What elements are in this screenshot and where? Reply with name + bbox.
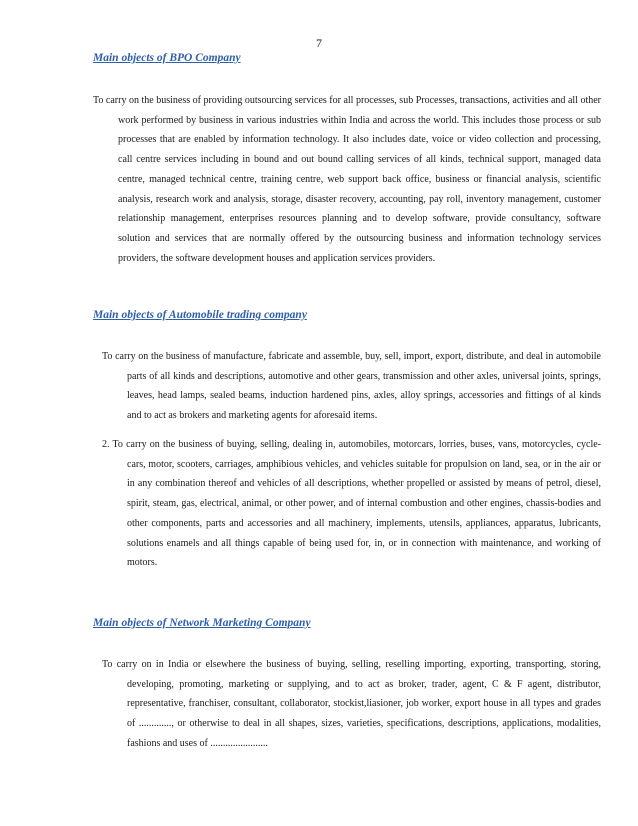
section-heading-automobile: Main objects of Automobile trading company [93,309,307,321]
section-heading-bpo: Main objects of BPO Company [93,52,241,64]
automobile-objects-paragraph-1: To carry on the business of manufacture, fabricate and assemble, buy, sell, import, export, distribute, and deal in automobile parts of all kinds and descriptions, automotive and other gears, transmission and other axles, universal joints, springs, leaves, head lamps, sealed beams, induction hardened pins, axles, alloy springs, accessories and fittings of al kinds and to act as brokers and marketing agents for aforesaid items. [102,351,601,422]
page-number: 7 [316,36,322,50]
network-marketing-objects-paragraph: To carry on in India or elsewhere the business of buying, selling, reselling importing, exporting, transporting, storing, developing, promoting, marketing or supplying, and to act as broker, trader, agent, C & F agent, distributor, representative, franchiser, consultant, collaborator, stockist,liasioner, job worker, export house in all types and grades of ............., or otherwise to deal in all shapes, sizes, varieties, specifications, descriptions, applications, modalities, fashions and uses of ....................... [102,659,601,749]
bpo-objects-paragraph: To carry on the business of providing outsourcing services for all processes, sub Processes, transactions, activities and all other work performed by business in various industries within India and across the world. This includes those process or sub processes that are enabled by information technology. It also includes date, voice or video collection and processing, call centre services including in bound and out bound calling services of all kinds, technical support, managed data centre, managed technical centre, training centre, web support back office, business or financial analysis, scientific analysis, research work and analysis, storage, disaster recovery, accounting, pay roll, inventory management, customer relationship management, enterprises resources planning and to develop software, provide consultancy, software solution and services that are normally offered by the outsourcing business and information technology services providers, the software development houses and application services providers. [93,95,601,264]
automobile-objects-paragraph-2: 2. To carry on the business of buying, selling, dealing in, automobiles, motorcars, lorries, buses, vans, motorcycles, cycle-cars, motor, scooters, carriages, amphibious vehicles, and vehicles suitable for propulsion on land, sea, or in the air or in any combination thereof and vehicles of all descriptions, whether propelled or assisted by means of petrol, diesel, spirit, steam, gas, electrical, animal, or other power, and of internal combustion and other engines, chassis-bodies and other components, parts and accessories and all machinery, implements, utensils, appliances, apparatus, lubricants, solutions enamels and all things capable of being used for, in, or in connection with maintenance, and working of motors. [102,439,601,569]
section-heading-network-marketing: Main objects of Network Marketing Company [93,617,311,629]
